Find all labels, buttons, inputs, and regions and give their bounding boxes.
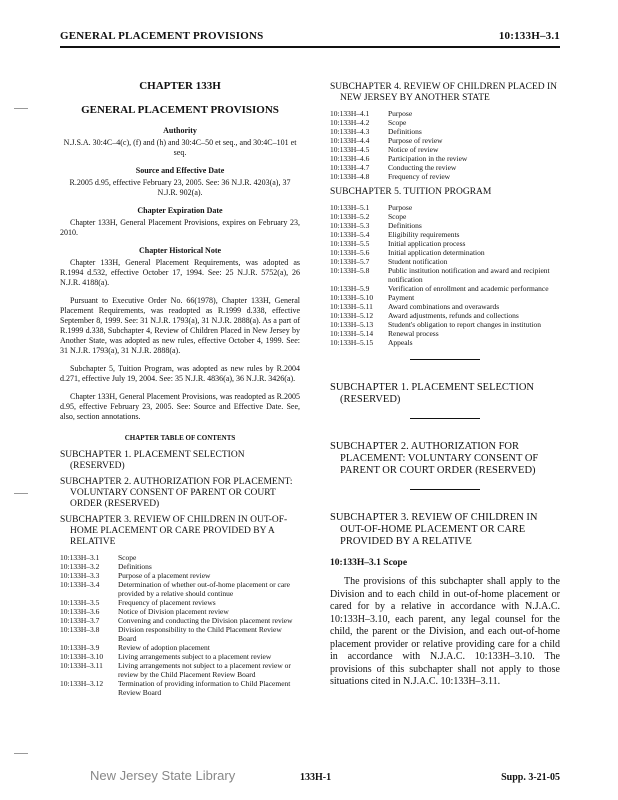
page-number: 133H-1 — [300, 772, 332, 783]
toc-section-number: 10:133H–5.13 — [330, 320, 374, 329]
toc-section-number: 10:133H–5.4 — [330, 230, 370, 239]
toc-section-number: 10:133H–3.8 — [60, 625, 100, 634]
toc-section-title: Appeals — [388, 338, 413, 347]
history-paragraph: Subchapter 5, Tuition Program, was adopted as new rules by R.2004 d.271, effective July 19, 2004. See: 35 N.J.R. 4836(a), 36 N.J.R. 3426(a). — [60, 364, 300, 383]
toc-section-entry — [330, 172, 560, 181]
toc-section-title: Participation in the review — [388, 154, 468, 163]
toc-section-number: 10:133H–3.3 — [60, 571, 100, 580]
margin-mark — [14, 100, 28, 109]
toc-section-entry — [60, 562, 300, 571]
toc-section-entry — [60, 598, 300, 607]
toc-subchapter-5-sections — [330, 203, 560, 347]
toc-section-title: Purpose — [388, 109, 413, 118]
toc-section-title: Initial application process — [388, 239, 466, 248]
toc-section-title: Renewal process — [388, 329, 439, 338]
toc-section-title: Review of adoption placement — [118, 643, 210, 652]
toc-subchapter-2: SUBCHAPTER 2. AUTHORIZATION FOR PLACEMENT: VOLUNTARY CONSENT OF PARENT OR COURT ORDER (RESERVED) — [60, 477, 293, 509]
section-title: 10:133H–3.1 Scope — [330, 558, 408, 568]
toc-section-title: Award adjustments, refunds and collections — [388, 311, 519, 320]
toc-section-entry — [330, 329, 560, 338]
toc-section-title: Student's obligation to report changes in institution — [388, 320, 542, 329]
toc-section-number: 10:133H–4.1 — [330, 109, 370, 118]
toc-section-number: 10:133H–4.2 — [330, 118, 370, 127]
history-heading: Chapter Historical Note — [138, 246, 222, 255]
toc-section-number: 10:133H–5.5 — [330, 239, 370, 248]
toc-section-entry — [60, 625, 300, 643]
header-section-number: 10:133H–3.1 — [498, 30, 560, 42]
subchapter-1-heading: SUBCHAPTER 1. PLACEMENT SELECTION (RESERVED) — [330, 382, 534, 405]
toc-section-entry — [60, 652, 300, 661]
header-title: GENERAL PLACEMENT PROVISIONS — [60, 30, 264, 42]
toc-section-entry — [330, 338, 560, 347]
toc-section-entry — [330, 302, 560, 311]
toc-section-entry — [330, 203, 560, 212]
toc-section-entry — [60, 607, 300, 616]
toc-section-number: 10:133H–5.15 — [330, 338, 374, 347]
toc-section-entry — [60, 580, 300, 598]
toc-section-entry — [330, 136, 560, 145]
toc-section-title: Purpose of a placement review — [118, 571, 211, 580]
toc-section-number: 10:133H–4.5 — [330, 145, 370, 154]
toc-section-entry — [330, 239, 560, 248]
authority-heading: Authority — [163, 126, 197, 135]
divider — [410, 489, 480, 490]
toc-subchapter-4-sections — [330, 109, 560, 181]
toc-section-number: 10:133H–3.5 — [60, 598, 100, 607]
page-footer — [60, 768, 560, 786]
left-column — [60, 80, 300, 703]
toc-section-title: Division responsibility to the Child Placement Review Board — [118, 625, 282, 643]
toc-section-title: Eligibility requirements — [388, 230, 460, 239]
supplement-date: Supp. 3-21-05 — [501, 772, 560, 783]
authority-text: N.J.S.A. 30:4C–4(c), (f) and (h) and 30:4C–50 et seq., and 30:4C–101 et seq. — [63, 138, 297, 157]
toc-section-number: 10:133H–5.8 — [330, 266, 370, 275]
toc-section-entry — [330, 212, 560, 221]
toc-section-title: Conducting the review — [388, 163, 457, 172]
toc-section-number: 10:133H–4.8 — [330, 172, 370, 181]
toc-section-title: Determination of whether out-of-home placement or care provided by a relative should continue — [118, 580, 291, 598]
toc-section-entry — [60, 616, 300, 625]
toc-section-title: Purpose of review — [388, 136, 443, 145]
toc-section-number: 10:133H–4.4 — [330, 136, 370, 145]
running-header — [60, 30, 560, 46]
toc-section-entry — [330, 145, 560, 154]
toc-section-number: 10:133H–5.6 — [330, 248, 370, 257]
divider — [410, 418, 480, 419]
toc-section-title: Frequency of placement reviews — [118, 598, 216, 607]
toc-section-title: Scope — [118, 553, 137, 562]
toc-section-entry — [330, 163, 560, 172]
toc-section-entry — [330, 311, 560, 320]
toc-section-number: 10:133H–3.11 — [60, 661, 103, 670]
toc-section-entry — [330, 320, 560, 329]
expiration-heading: Chapter Expiration Date — [137, 206, 223, 215]
toc-section-number: 10:133H–5.14 — [330, 329, 374, 338]
chapter-number: CHAPTER 133H — [139, 80, 221, 92]
expiration-text: Chapter 133H, General Placement Provisions, expires on February 23, 2010. — [60, 218, 300, 237]
toc-section-entry — [330, 221, 560, 230]
toc-section-entry — [330, 266, 560, 284]
right-column — [330, 82, 560, 689]
toc-heading: CHAPTER TABLE OF CONTENTS — [124, 434, 236, 442]
toc-section-entry — [330, 154, 560, 163]
toc-section-number: 10:133H–5.3 — [330, 221, 370, 230]
toc-section-number: 10:133H–5.12 — [330, 311, 374, 320]
toc-section-title: Purpose — [388, 203, 413, 212]
toc-section-title: Convening and conducting the Division placement review — [118, 616, 293, 625]
toc-section-number: 10:133H–3.10 — [60, 652, 104, 661]
divider — [410, 359, 480, 360]
toc-section-entry — [330, 127, 560, 136]
history-paragraph: Chapter 133H, General Placement Requirements, was adopted as R.1994 d.532, effective October 17, 1994. See: 25 N.J.R. 5752(a), 26 N.J.R. 4188(a). — [60, 258, 300, 287]
toc-section-entry — [330, 284, 560, 293]
toc-section-entry — [60, 553, 300, 562]
toc-section-number: 10:133H–3.4 — [60, 580, 100, 589]
margin-mark — [14, 485, 28, 494]
chapter-title: GENERAL PLACEMENT PROVISIONS — [81, 104, 279, 116]
toc-section-entry — [330, 248, 560, 257]
toc-section-title: Living arrangements subject to a placement review — [118, 652, 272, 661]
header-rule — [60, 46, 560, 48]
toc-section-entry — [330, 109, 560, 118]
toc-section-title: Scope — [388, 118, 407, 127]
subchapter-3-heading: SUBCHAPTER 3. REVIEW OF CHILDREN IN OUT-OF-HOME PLACEMENT OR CARE PROVIDED BY A RELATIVE — [330, 512, 538, 547]
toc-section-number: 10:133H–3.1 — [60, 553, 100, 562]
toc-subchapter-3: SUBCHAPTER 3. REVIEW OF CHILDREN IN OUT-OF-HOME PLACEMENT OR CARE PROVIDED BY A RELATIVE — [60, 515, 288, 547]
toc-section-number: 10:133H–4.3 — [330, 127, 370, 136]
toc-section-number: 10:133H–5.7 — [330, 257, 370, 266]
toc-section-title: Initial application determination — [388, 248, 485, 257]
section-body: The provisions of this subchapter shall apply to the Division and to each child in out-of-home placement or cared for by a relative in accordance with N.J.A.C. 10:133H–3.10, each parent, any legal counsel for the child, the parent or the Division, and each out-of-home placement provider or relative providing care for a child in accordance with N.J.A.C. 10:133H–3.10. The provisions of this subchapter shall not apply to those situations cited in N.J.A.C. 10:133H–3.11. — [330, 576, 560, 687]
history-paragraph: Chapter 133H, General Placement Provisions, was readopted as R.2005 d.95, effective February 23, 2005. See: Source and Effective Date. See, also, section annotations. — [60, 392, 300, 421]
toc-section-title: Definitions — [118, 562, 152, 571]
toc-section-title: Living arrangements not subject to a placement review or review by the Child Placement Review Board — [118, 661, 291, 679]
toc-subchapter-3-sections — [60, 553, 300, 697]
toc-section-title: Notice of Division placement review — [118, 607, 229, 616]
toc-section-title: Definitions — [388, 221, 422, 230]
toc-section-title: Frequency of review — [388, 172, 451, 181]
toc-section-number: 10:133H–3.6 — [60, 607, 100, 616]
toc-section-number: 10:133H–5.1 — [330, 203, 370, 212]
toc-section-entry — [330, 118, 560, 127]
toc-section-entry — [60, 643, 300, 652]
toc-section-title: Award combinations and overawards — [388, 302, 500, 311]
toc-section-number: 10:133H–4.7 — [330, 163, 370, 172]
toc-section-number: 10:133H–4.6 — [330, 154, 370, 163]
toc-section-title: Definitions — [388, 127, 422, 136]
toc-section-number: 10:133H–5.9 — [330, 284, 370, 293]
source-heading: Source and Effective Date — [135, 166, 225, 175]
toc-section-number: 10:133H–5.11 — [330, 302, 373, 311]
source-text: R.2005 d.95, effective February 23, 2005. See: 36 N.J.R. 4203(a), 37 N.J.R. 902(a). — [69, 178, 291, 197]
toc-section-title: Notice of review — [388, 145, 439, 154]
toc-section-number: 10:133H–3.7 — [60, 616, 100, 625]
toc-section-title: Scope — [388, 212, 407, 221]
toc-section-title: Payment — [388, 293, 415, 302]
history-paragraph: Pursuant to Executive Order No. 66(1978), Chapter 133H, General Placement Requirements, was readopted as R.1999 d.338, effective September 8, 1999. See: 31 N.J.R. 1793(a), 31 N.J.R. 2888(a). As a part of R.1999 d.338, Subchapter 4, Review of Children Placed in New Jersey by Another State, was adopted as new rules, effective October 4, 1999. See: 31 N.J.R. 1793(a), 31 N.J.R. 2888(a). — [60, 296, 300, 355]
toc-section-number: 10:133H–3.9 — [60, 643, 100, 652]
toc-section-number: 10:133H–5.10 — [330, 293, 374, 302]
toc-subchapter-1: SUBCHAPTER 1. PLACEMENT SELECTION (RESERVED) — [60, 450, 245, 471]
toc-section-title: Verification of enrollment and academic performance — [388, 284, 549, 293]
toc-section-number: 10:133H–3.2 — [60, 562, 100, 571]
library-stamp: New Jersey State Library — [90, 768, 236, 783]
margin-mark — [14, 745, 28, 754]
toc-section-number: 10:133H–3.12 — [60, 679, 104, 688]
toc-section-title: Public institution notification and award and recipient notification — [388, 266, 550, 284]
toc-section-entry — [60, 661, 300, 679]
toc-section-number: 10:133H–5.2 — [330, 212, 370, 221]
toc-subchapter-4: SUBCHAPTER 4. REVIEW OF CHILDREN PLACED IN NEW JERSEY BY ANOTHER STATE — [330, 82, 558, 103]
subchapter-2-heading: SUBCHAPTER 2. AUTHORIZATION FOR PLACEMENT: VOLUNTARY CONSENT OF PARENT OR COURT ORDER (RESERVED) — [330, 441, 539, 476]
toc-section-title: Termination of providing information to Child Placement Review Board — [118, 679, 291, 697]
toc-subchapter-5: SUBCHAPTER 5. TUITION PROGRAM — [330, 187, 492, 197]
toc-section-entry — [60, 679, 300, 697]
toc-section-entry — [330, 230, 560, 239]
toc-section-entry — [330, 257, 560, 266]
toc-section-entry — [330, 293, 560, 302]
toc-section-title: Student notification — [388, 257, 448, 266]
toc-section-entry — [60, 571, 300, 580]
